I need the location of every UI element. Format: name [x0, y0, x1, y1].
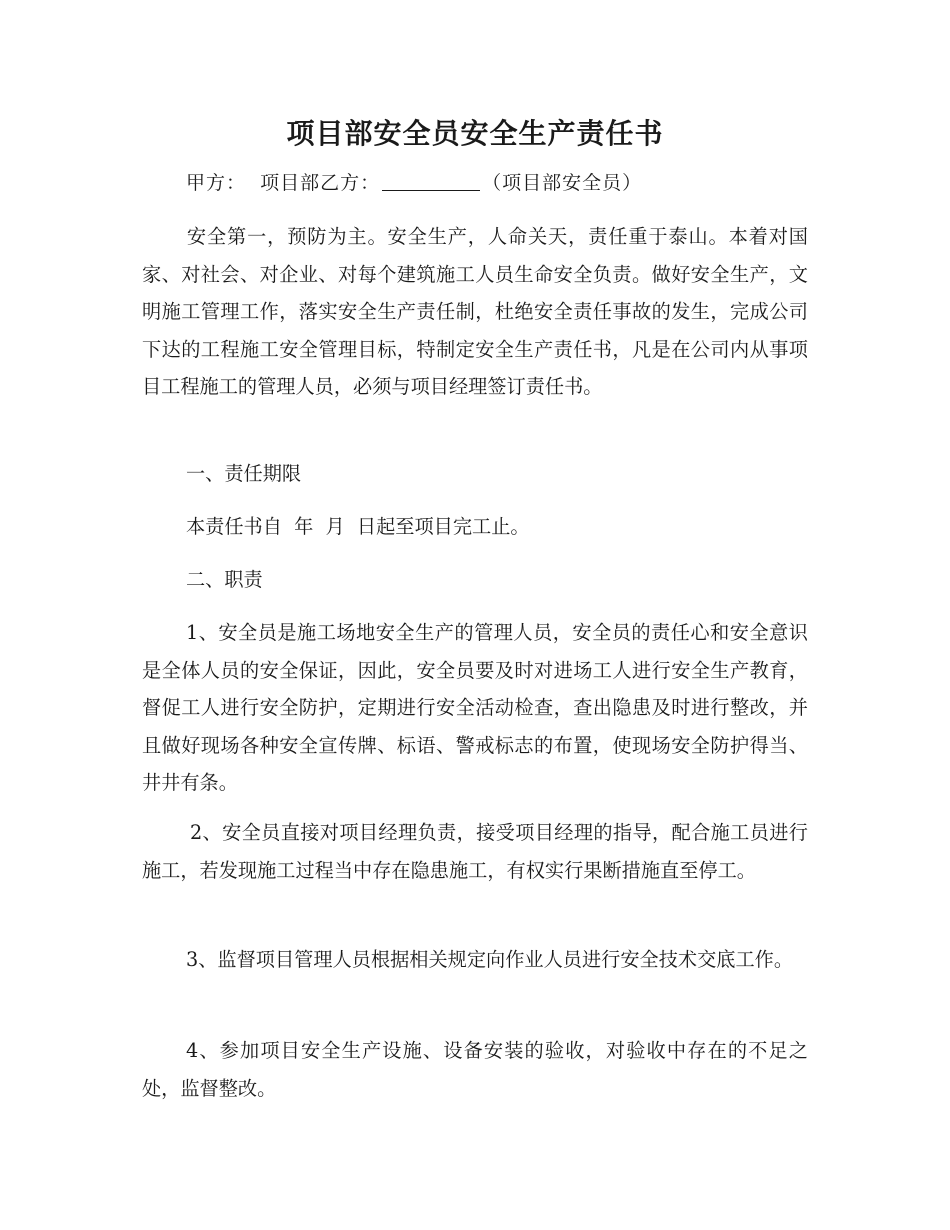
- heading-term: 一、责任期限: [186, 462, 302, 485]
- duty-item-2: 2、安全员直接对项目经理负责，接受项目经理的指导，配合施工员进行施工，若发现施工过程当中存在隐患施工，有权实行果断措施直至停工。: [142, 821, 808, 882]
- party-b-suffix: （项目部安全员）: [482, 172, 643, 194]
- party-b-label: 乙方：: [320, 172, 381, 194]
- party-line: [186, 168, 642, 195]
- duty-item-3: 3、监督项目管理人员根据相关规定向作业人员进行安全技术交底工作。: [186, 948, 794, 971]
- paragraph-intro: 安全第一，预防为主。安全生产，人命关天，责任重于泰山。本着对国家、对社会、对企业、对每个建筑施工人员生命安全负责。做好安全生产，文明施工管理工作，落实安全生产责任制，杜绝安全责任事故的发生，完成公司下达的工程施工安全管理目标，特制定安全生产责任书，凡是在公司内从事项目工程施工的管理人员，必须与项目经理签订责任书。: [142, 225, 808, 398]
- paragraph-term: 本责任书自 年 月 日起至项目完工止。: [186, 515, 530, 538]
- party-b-signature-blank: [382, 172, 480, 191]
- document-title: 项目部安全员安全生产责任书: [286, 117, 664, 150]
- duty-item-4: 4、参加项目安全生产设施、设备安装的验收，对验收中存在的不足之处，监督整改。: [142, 1039, 808, 1100]
- party-a-value: 项目部: [260, 172, 321, 194]
- party-a-label: 甲方：: [186, 172, 247, 194]
- duty-item-1: 1、安全员是施工场地安全生产的管理人员，安全员的责任心和安全意识是全体人员的安全保证，因此，安全员要及时对进场工人进行安全生产教育，督促工人进行安全防护，定期进行安全活动检查，查出隐患及时进行整改，并且做好现场各种安全宣传牌、标语、警戒标志的布置，使现场安全防护得当、井井有条。: [142, 621, 808, 794]
- heading-duties: 二、职责: [186, 568, 263, 591]
